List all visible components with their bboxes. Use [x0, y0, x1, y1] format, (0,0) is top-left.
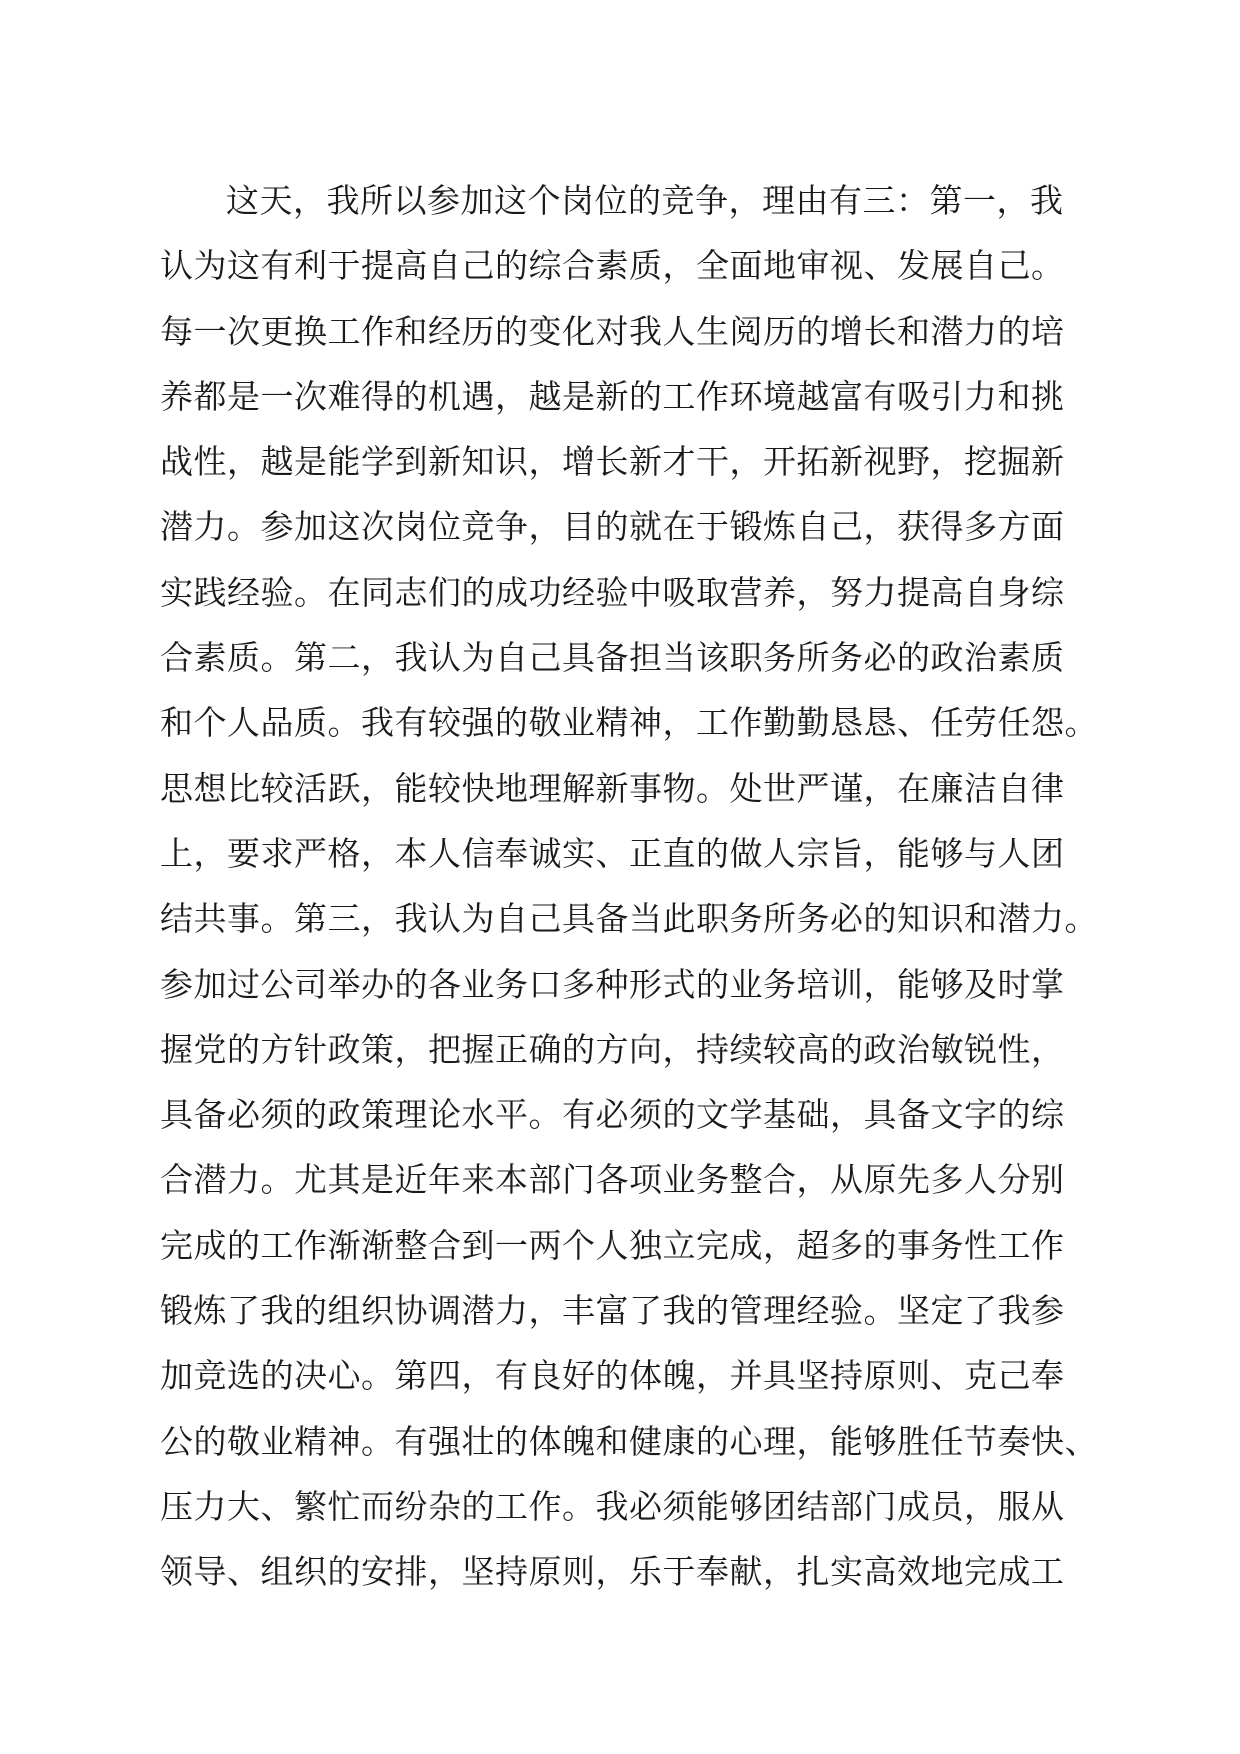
- paragraph-line: 锻炼了我的组织协调潜力，丰富了我的管理经验。坚定了我参: [160, 1291, 1065, 1331]
- paragraph-line: 结共事。第三，我认为自己具备当此职务所务必的知识和潜力。: [160, 899, 1098, 939]
- paragraph-line: 潜力。参加这次岗位竞争，目的就在于锻炼自己，获得多方面: [160, 507, 1065, 547]
- paragraph-line: 加竞选的决心。第四，有良好的体魄，并具坚持原则、克己奉: [160, 1356, 1065, 1396]
- paragraph-line: 合素质。第二，我认为自己具备担当该职务所务必的政治素质: [160, 638, 1065, 678]
- paragraph-line: 每一次更换工作和经历的变化对我人生阅历的增长和潜力的培: [160, 311, 1065, 351]
- paragraph-line: 和个人品质。我有较强的敬业精神，工作勤勤恳恳、任劳任怨。: [160, 703, 1098, 743]
- body-paragraph: [160, 168, 1100, 1605]
- paragraph-line: 完成的工作渐渐整合到一两个人独立完成，超多的事务性工作: [160, 1225, 1065, 1265]
- paragraph-line: 上，要求严格，本人信奉诚实、正直的做人宗旨，能够与人团: [160, 833, 1065, 873]
- paragraph-line: 压力大、繁忙而纷杂的工作。我必须能够团结部门成员，服从: [160, 1486, 1065, 1526]
- paragraph-line: 具备必须的政策理论水平。有必须的文学基础，具备文字的综: [160, 1095, 1065, 1135]
- paragraph-line: 握党的方针政策，把握正确的方向，持续较高的政治敏锐性，: [160, 1029, 1065, 1069]
- paragraph-line: 养都是一次难得的机遇，越是新的工作环境越富有吸引力和挑: [160, 376, 1065, 416]
- paragraph-line: 实践经验。在同志们的成功经验中吸取营养，努力提高自身综: [160, 572, 1065, 612]
- paragraph-line: 思想比较活跃，能较快地理解新事物。处世严谨，在廉洁自律: [160, 768, 1065, 808]
- paragraph-line: 认为这有利于提高自己的综合素质，全面地审视、发展自己。: [160, 246, 1065, 286]
- paragraph-line: 合潜力。尤其是近年来本部门各项业务整合，从原先多人分别: [160, 1160, 1065, 1200]
- paragraph-line: 领导、组织的安排，坚持原则，乐于奉献，扎实高效地完成工: [160, 1552, 1065, 1592]
- paragraph-line: 公的敬业精神。有强壮的体魄和健康的心理，能够胜任节奏快、: [160, 1421, 1098, 1461]
- paragraph-line: 战性，越是能学到新知识，增长新才干，开拓新视野，挖掘新: [160, 442, 1065, 482]
- paragraph-line: 参加过公司举办的各业务口多种形式的业务培训，能够及时掌: [160, 964, 1065, 1004]
- paragraph-line: 这天，我所以参加这个岗位的竞争，理由有三：第一，我: [226, 181, 1064, 220]
